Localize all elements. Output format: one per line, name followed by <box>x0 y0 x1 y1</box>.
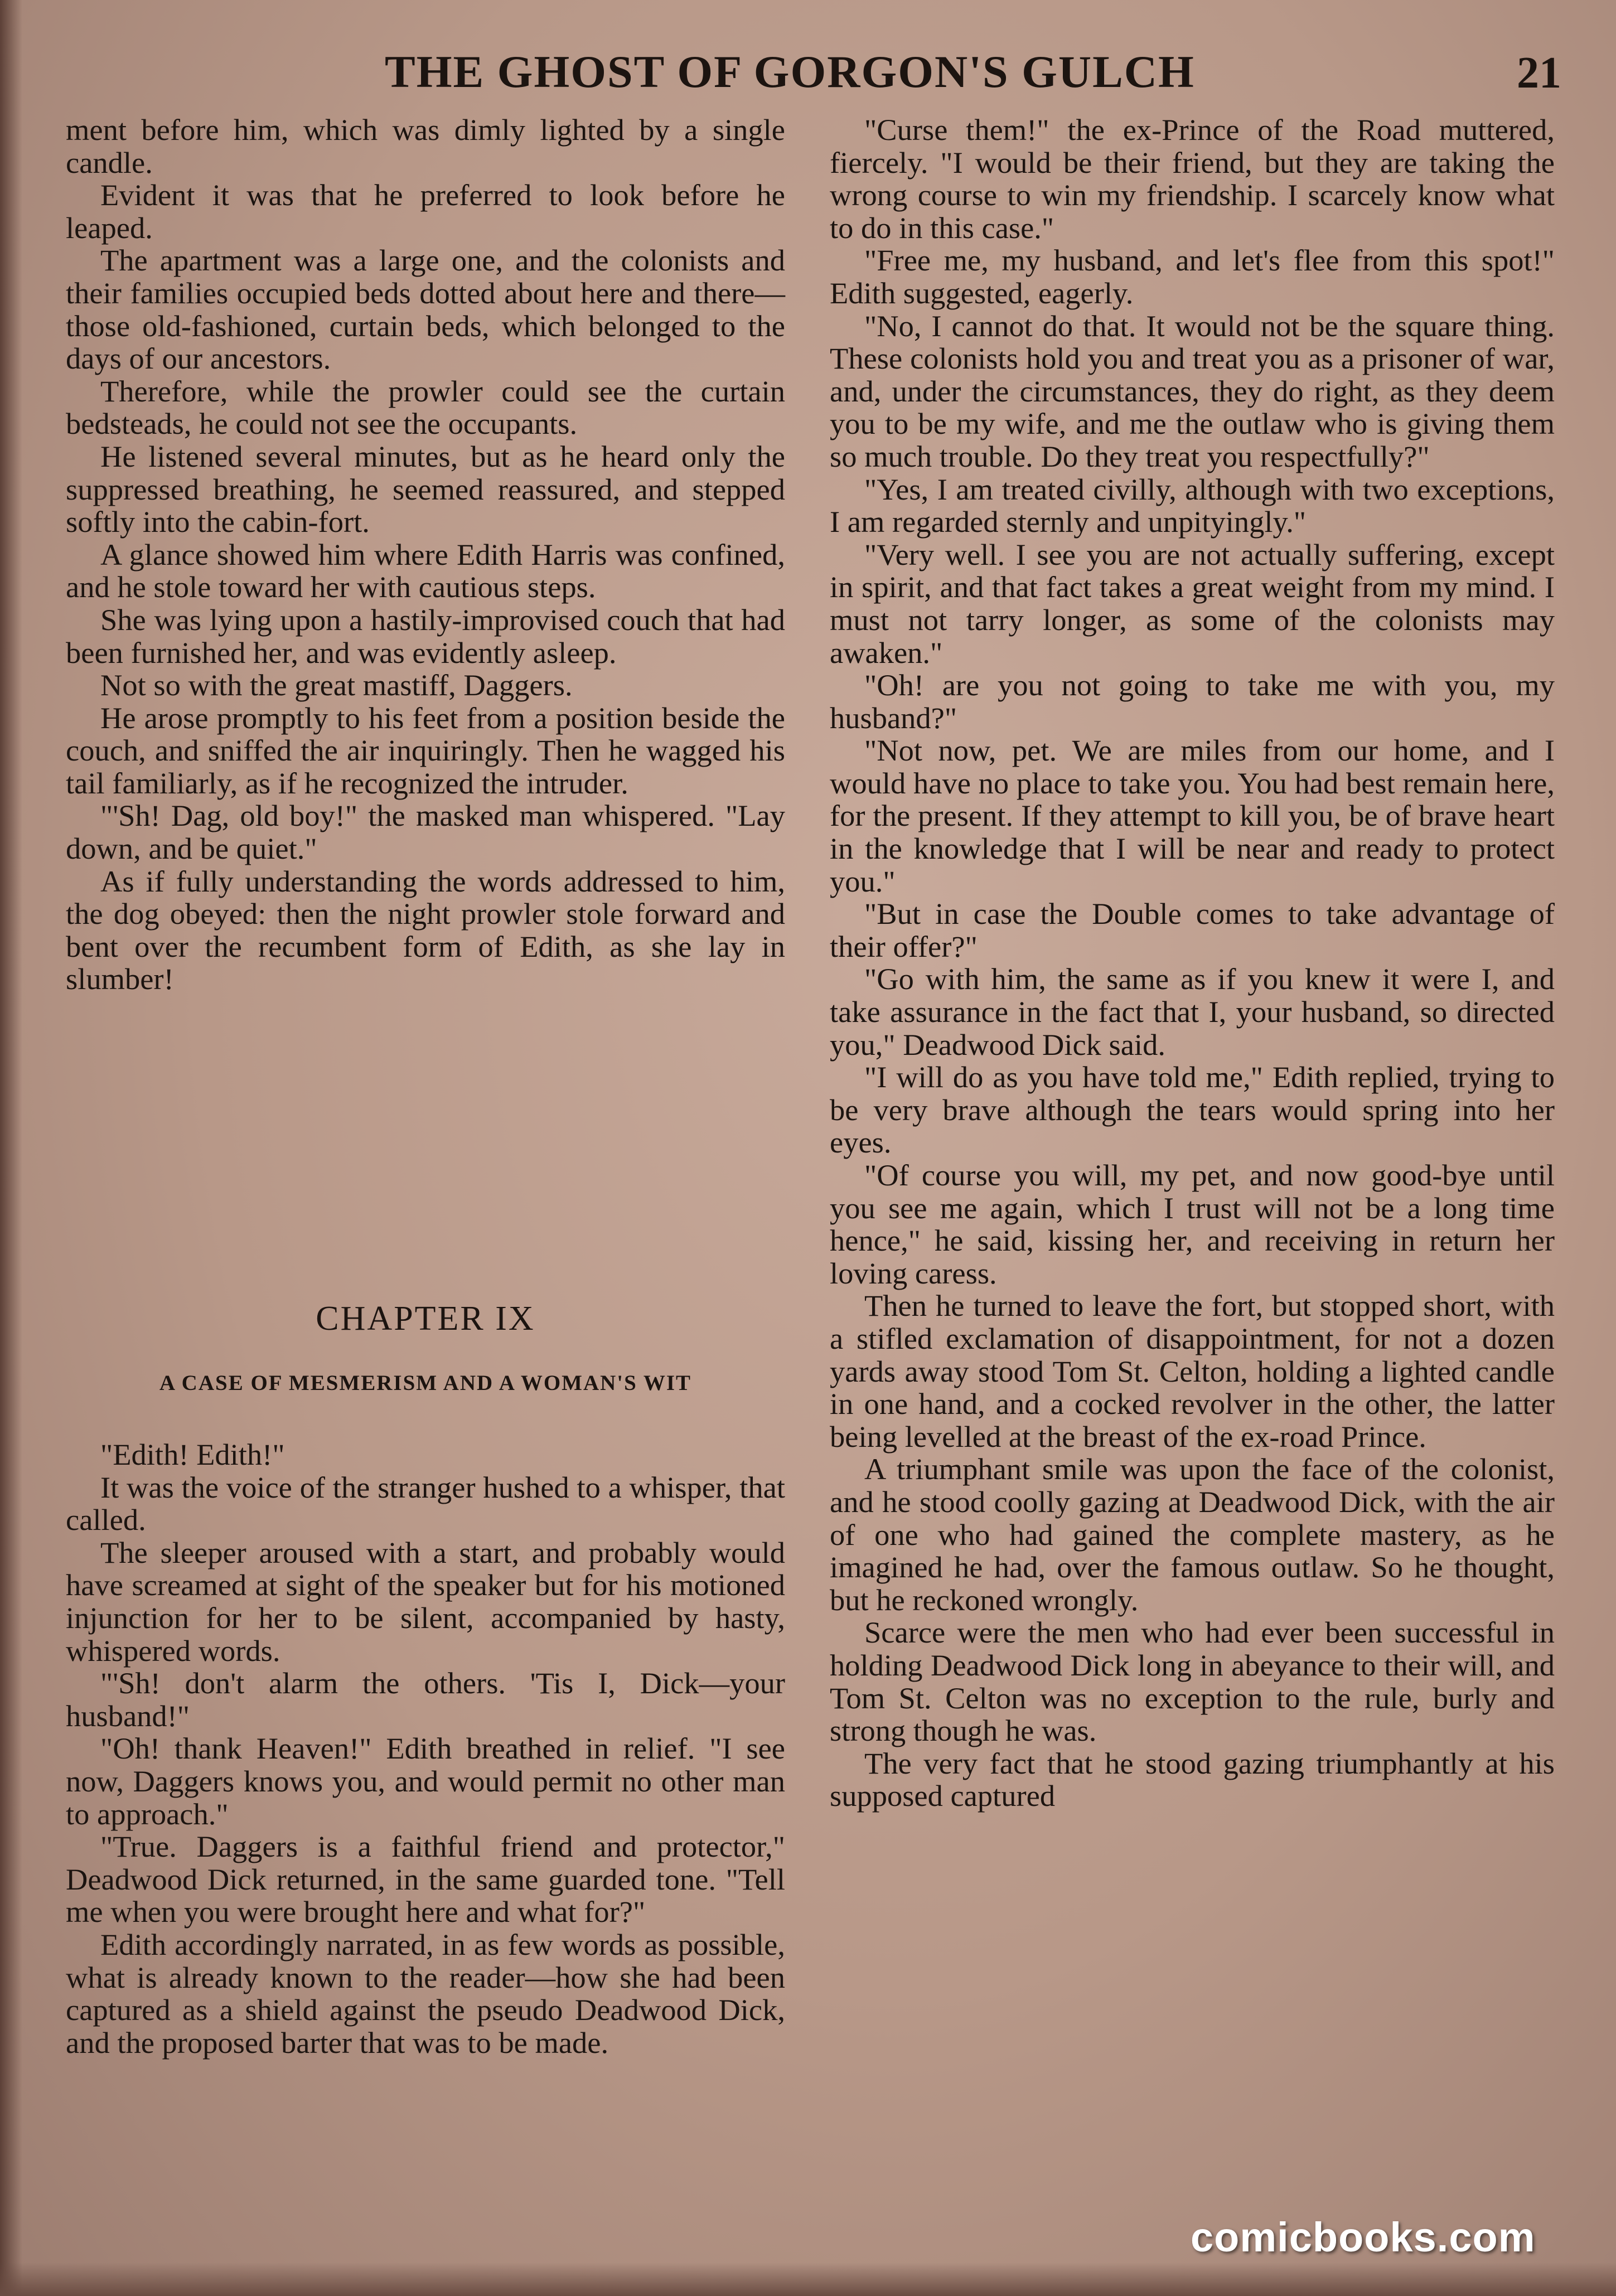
paragraph: Scarce were the men who had ever been successful in holding Deadwood Dick long in abeyance to their will, and Tom St. Celton was no exception to the rule, burly and strong though he was. <box>830 1615 1555 1748</box>
paragraph: A triumphant smile was upon the face of the colonist, and he stood coolly gazing at Deadwood Dick, with the air of one who had gained the complete mastery, as he imagined he had, over the famous outlaw. So he thought, but he reckoned wrongly. <box>830 1452 1555 1617</box>
running-title: THE GHOST OF GORGON'S GULCH <box>385 46 1195 97</box>
paragraph: "But in case the Double comes to take advantage of their offer?" <box>830 897 1555 963</box>
paragraph: As if fully understanding the words addressed to him, the dog obeyed: then the night prowler stole forward and bent over the recumbent form of Edith, as she lay in slumber! <box>66 864 785 996</box>
paragraph: "Of course you will, my pet, and now good-bye until you see me again, which I trust will not be a long time hence," he said, kissing her, and receiving in return her loving caress. <box>830 1158 1555 1290</box>
paragraph: "Edith! Edith!" <box>100 1437 285 1471</box>
paragraph: "True. Daggers is a faithful friend and protector," Deadwood Dick returned, in the same guarded tone. "Tell me when you were brought here and what for?" <box>66 1829 785 1929</box>
paragraph: Then he turned to leave the fort, but stopped short, with a stifled exclamation of disappointment, for not a dozen yards away stood Tom St. Celton, holding a lighted candle in one hand, and a cocked revolver in the other, the latter being levelled at the breast of the ex-road Prince. <box>830 1289 1555 1454</box>
paragraph: "Curse them!" the ex-Prince of the Road muttered, fiercely. "I would be their friend, but they are taking the wrong course to win my friendship. I scarcely know what to do in this case." <box>830 113 1555 245</box>
page-number: 21 <box>1517 49 1561 98</box>
chapter-subtitle: A CASE OF MESMERISM AND A WOMAN'S WIT <box>159 1371 692 1395</box>
paragraph: He listened several minutes, but as he heard only the suppressed breathing, he seemed reassured, and stepped softly into the cabin-fort. <box>66 439 785 539</box>
paragraph: Therefore, while the prowler could see the curtain bedsteads, he could not see the occupants. <box>66 374 785 441</box>
paragraph: It was the voice of the stranger hushed to a whisper, that called. <box>66 1470 785 1537</box>
right-column <box>830 114 1555 1813</box>
paragraph: Evident it was that he preferred to look before he leaped. <box>66 178 785 245</box>
paragraph: "Go with him, the same as if you knew it were I, and take assurance in the fact that I, your husband, so directed you," Deadwood Dick said. <box>830 962 1555 1062</box>
paragraph: The very fact that he stood gazing triumphantly at his supposed captured <box>830 1746 1555 1813</box>
paragraph: Edith accordingly narrated, in as few words as possible, what is already known to the reader—how she had been captured as a shield against the pseudo Deadwood Dick, and the proposed barter that was to be made. <box>66 1927 785 2060</box>
paragraph: Not so with the great mastiff, Daggers. <box>100 668 573 703</box>
paragraph: "'Sh! don't alarm the others. 'Tis I, Dick—your husband!" <box>66 1666 785 1733</box>
paragraph: "Oh! are you not going to take me with you, my husband?" <box>830 668 1555 735</box>
page-left-shadow <box>0 0 22 2296</box>
watermark: comicbooks.com <box>1191 2214 1536 2260</box>
paragraph: The apartment was a large one, and the colonists and their families occupied beds dotted about here and there—those old-fashioned, curtain beds, which belonged to the days of our ancestors. <box>66 243 785 376</box>
paragraph: "Free me, my husband, and let's flee from this spot!" Edith suggested, eagerly. <box>830 243 1555 310</box>
paragraph: The sleeper aroused with a start, and probably would have screamed at sight of the speaker but for his motioned injunction for her to be silent, accompanied by hasty, whispered words. <box>66 1535 785 1668</box>
paragraph: A glance showed him where Edith Harris was confined, and he stole toward her with cautious steps. <box>66 537 785 604</box>
paragraph: ment before him, which was dimly lighted by a single candle. <box>66 113 785 180</box>
paragraph: "Not now, pet. We are miles from our home, and I would have no place to take you. You had best remain here, for the present. If they attempt to kill you, be of brave heart in the knowledge that I will be near and ready to protect you." <box>830 733 1555 898</box>
paragraph: "Very well. I see you are not actually suffering, except in spirit, and that fact takes a great weight from my mind. I must not tarry longer, as some of the colonists may awaken." <box>830 537 1555 670</box>
left-column-top <box>66 114 785 996</box>
paragraph: He arose promptly to his feet from a position beside the couch, and sniffed the air inquiringly. Then he wagged his tail familiarly, as if he recognized the intruder. <box>66 700 785 800</box>
paragraph: "'Sh! Dag, old boy!" the masked man whispered. "Lay down, and be quiet." <box>66 798 785 866</box>
paragraph: She was lying upon a hastily-improvised couch that had been furnished her, and was evidently asleep. <box>66 602 785 670</box>
paragraph: "Oh! thank Heaven!" Edith breathed in relief. "I see now, Daggers knows you, and would permit no other man to approach." <box>66 1731 785 1831</box>
left-column-bottom <box>66 1438 785 2059</box>
chapter-title: CHAPTER IX <box>316 1300 535 1338</box>
paragraph: "No, I cannot do that. It would not be the square thing. These colonists hold you and treat you as a prisoner of war, and, under the circumstances, they do right, as they deem you to be my wife, and me the outlaw who is giving them so much trouble. Do they treat you respectfully?" <box>830 308 1555 473</box>
paragraph: "I will do as you have told me," Edith replied, trying to be very brave although the tears would spring into her eyes. <box>830 1060 1555 1160</box>
paragraph: "Yes, I am treated civilly, although with two exceptions, I am regarded sternly and unpityingly." <box>830 472 1555 539</box>
page-bottom-shadow <box>0 2263 1616 2296</box>
